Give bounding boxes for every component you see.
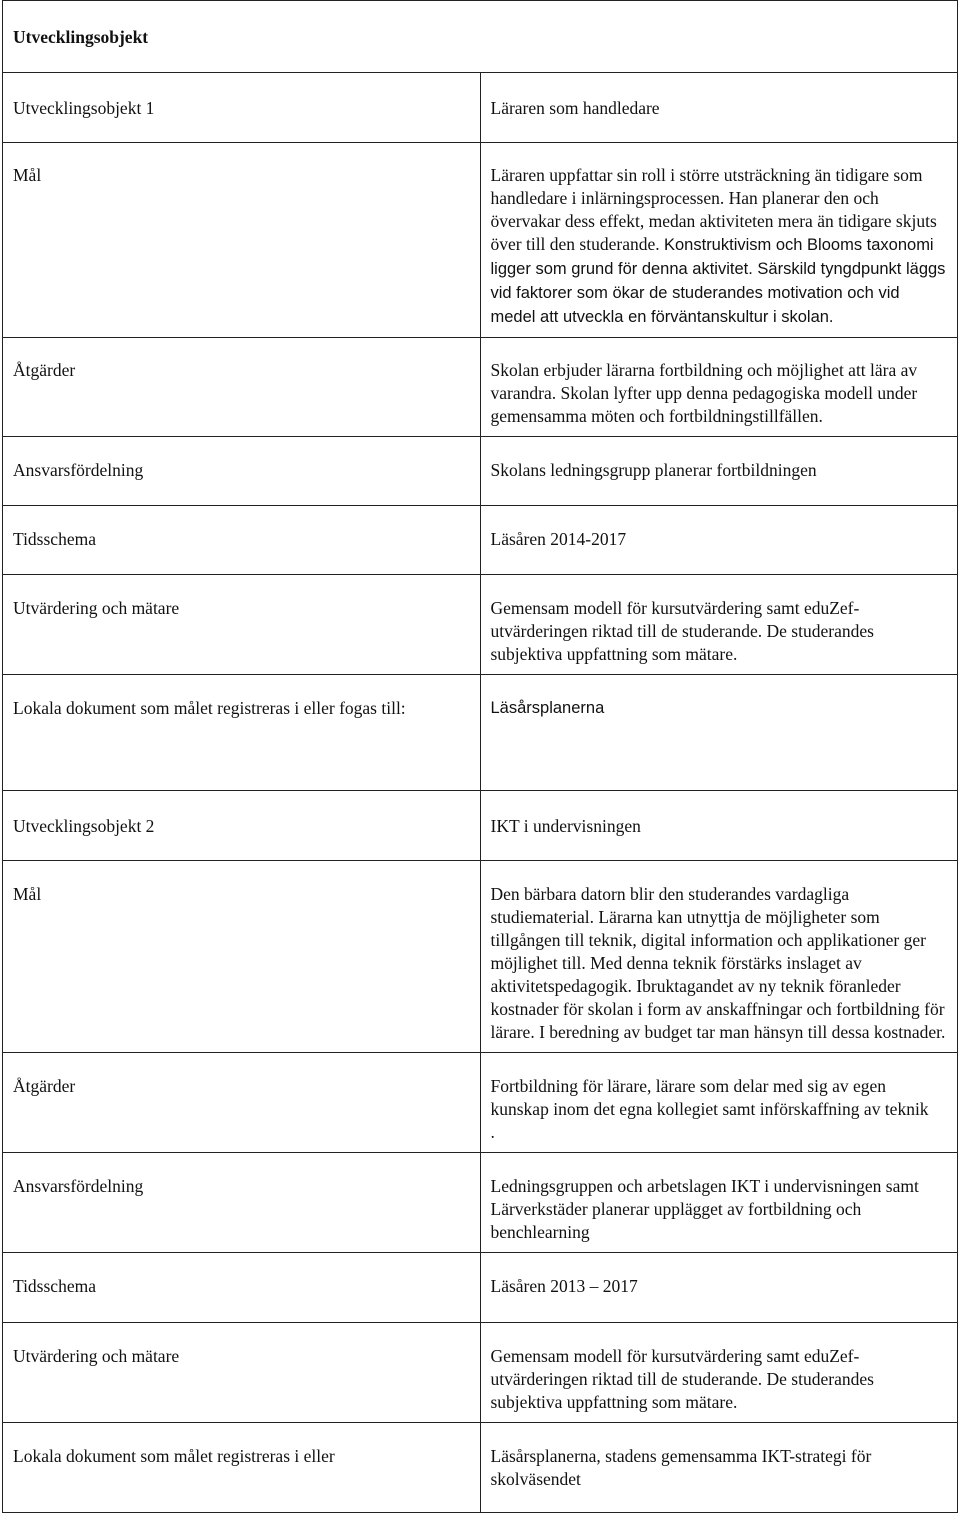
object2-title-value: IKT i undervisningen — [480, 791, 958, 861]
object2-title-label: Utvecklingsobjekt 2 — [3, 791, 481, 861]
object2-atgarder-label: Åtgärder — [3, 1053, 481, 1153]
document-page — [2, 0, 958, 1489]
object2-lokala-value: Läsårsplanerna, stadens gemensamma IKT-strategi för skolväsendet — [480, 1423, 958, 1513]
object2-atgarder-value — [480, 1053, 958, 1153]
object1-lokala-label: Lokala dokument som målet registreras i eller fogas till: — [3, 675, 481, 791]
development-objects-table — [2, 0, 958, 1513]
object1-utv-label: Utvärdering och mätare — [3, 575, 481, 675]
table-header: Utvecklingsobjekt — [3, 1, 958, 73]
header-row — [3, 1, 958, 73]
object1-utv-value: Gemensam modell för kursutvärdering samt eduZef-utvärderingen riktad till de studerande. De studerandes subjektiva uppfattning som mätare. — [480, 575, 958, 675]
object2-utv-label: Utvärdering och mätare — [3, 1323, 481, 1423]
table-row — [3, 437, 958, 506]
object1-title-value: Läraren som handledare — [480, 73, 958, 143]
object1-lokala-value: Läsårsplanerna — [480, 675, 958, 791]
table-row — [3, 791, 958, 861]
object1-mal-label: Mål — [3, 143, 481, 338]
object2-lokala-label: Lokala dokument som målet registreras i eller — [3, 1423, 481, 1513]
table-row — [3, 1153, 958, 1253]
object1-tid-value: Läsåren 2014-2017 — [480, 506, 958, 575]
object1-atgarder-label: Åtgärder — [3, 338, 481, 437]
object1-mal-serif-text: Läraren uppfattar sin roll i större utsträckning än tidigare som handledare i inlärningsprocessen. Han planerar den och övervakar dess effekt, medan aktiviteten mera än tidigare skjuts över till den studerande. — [490, 165, 937, 254]
table-row — [3, 675, 958, 791]
object2-atgarder-dot: . — [490, 1122, 495, 1142]
table-row — [3, 861, 958, 1053]
object2-utv-value: Gemensam modell för kursutvärdering samt eduZef-utvärderingen riktad till de studerande. De studerandes subjektiva uppfattning som mätare. — [480, 1323, 958, 1423]
table-row — [3, 1253, 958, 1323]
object2-tid-value: Läsåren 2013 – 2017 — [480, 1253, 958, 1323]
object1-title-label: Utvecklingsobjekt 1 — [3, 73, 481, 143]
object2-atgarder-text: Fortbildning för lärare, lärare som delar med sig av egen kunskap inom det egna kollegiet samt införskaffning av teknik — [490, 1076, 929, 1119]
object1-atgarder-value: Skolan erbjuder lärarna fortbildning och möjlighet att lära av varandra. Skolan lyfter upp denna pedagogiska modell under gemensamma möten och fortbildningstillfällen. — [480, 338, 958, 437]
table-row — [3, 506, 958, 575]
object2-ansvar-value: Ledningsgruppen och arbetslagen IKT i undervisningen samt Lärverkstäder planerar upplägget av fortbildning och benchlearning — [480, 1153, 958, 1253]
object1-mal-sans-text: Konstruktivism och Blooms taxonomi ligger som grund för denna aktivitet. Särskild tyngdpunkt läggs vid faktorer som ökar de studerandes motivation och vid medel att utveckla en förväntanskultur i skolan. — [490, 236, 946, 326]
table-row — [3, 575, 958, 675]
table-row — [3, 338, 958, 437]
object1-ansvar-value: Skolans ledningsgrupp planerar fortbildningen — [480, 437, 958, 506]
table-row — [3, 143, 958, 338]
object1-tid-label: Tidsschema — [3, 506, 481, 575]
object2-tid-label: Tidsschema — [3, 1253, 481, 1323]
object1-ansvar-label: Ansvarsfördelning — [3, 437, 481, 506]
table-row — [3, 73, 958, 143]
table-row — [3, 1423, 958, 1513]
object2-mal-value: Den bärbara datorn blir den studerandes vardagliga studiematerial. Lärarna kan utnyttja de möjligheter som tillgången till teknik, digital information och applikationer ger möjlighet till. Med denna teknik förstärks inslaget av aktivitetspedagogik. Ibruktagandet av ny teknik föranleder kostnader för skolan i form av anskaffningar och fortbildning för lärare. I beredning av budget tar man hänsyn till dessa kostnader. — [480, 861, 958, 1053]
object2-ansvar-label: Ansvarsfördelning — [3, 1153, 481, 1253]
object2-mal-label: Mål — [3, 861, 481, 1053]
table-row — [3, 1053, 958, 1153]
object1-mal-value — [480, 143, 958, 338]
table-row — [3, 1323, 958, 1423]
